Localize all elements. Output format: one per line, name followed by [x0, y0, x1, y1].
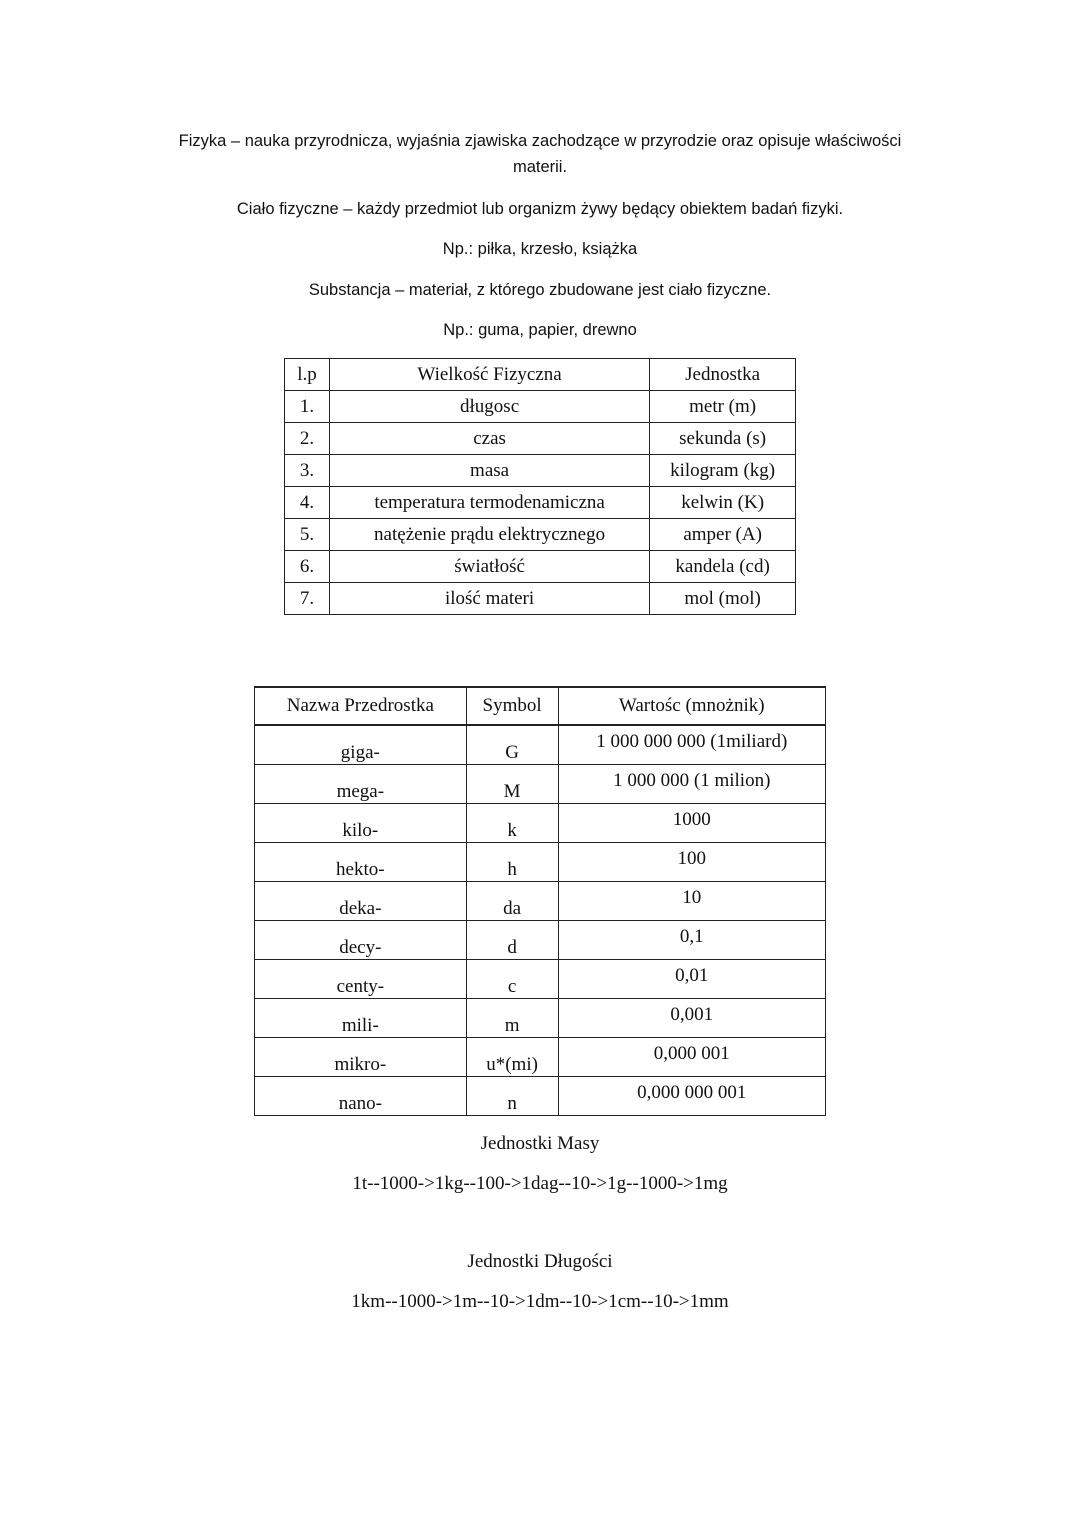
table-row — [285, 487, 796, 519]
table-row — [255, 921, 826, 960]
table-row — [285, 391, 796, 423]
table-cell: deka- — [255, 882, 467, 921]
table-cell: M — [466, 765, 558, 804]
table-cell: giga- — [255, 725, 467, 765]
table-header-row — [285, 359, 796, 391]
header-cell: Wartośc (mnożnik) — [558, 687, 825, 725]
cialo-example: Np.: piłka, krzesło, książka — [442, 240, 638, 258]
substancja-example: Np.: guma, papier, drewno — [443, 321, 637, 339]
table-cell: h — [466, 843, 558, 882]
table-row — [255, 843, 826, 882]
table-cell: masa — [329, 455, 649, 487]
table-row — [285, 423, 796, 455]
table-cell: 0,000 001 — [558, 1038, 825, 1077]
table-cell: światłość — [329, 551, 649, 583]
table-cell: sekunda (s) — [650, 423, 796, 455]
table-cell: m — [466, 999, 558, 1038]
definition-cialo: Ciało fizyczne – każdy przedmiot lub organizm żywy będący obiektem badań fizyki. — [236, 200, 844, 218]
table-row — [255, 765, 826, 804]
header-cell: Symbol — [466, 687, 558, 725]
table-cell: 4. — [285, 487, 330, 519]
table-cell: metr (m) — [650, 391, 796, 423]
table-cell: mol (mol) — [650, 583, 796, 615]
table-cell: 2. — [285, 423, 330, 455]
table-cell: c — [466, 960, 558, 999]
prefixes-table — [254, 686, 826, 1116]
header-cell: Wielkość Fizyczna — [329, 359, 649, 391]
table-cell: 6. — [285, 551, 330, 583]
table-row — [255, 882, 826, 921]
table-cell: natężenie prądu elektrycznego — [329, 519, 649, 551]
table-cell: 7. — [285, 583, 330, 615]
table-cell: u*(mi) — [466, 1038, 558, 1077]
table-row — [255, 960, 826, 999]
table-row — [285, 551, 796, 583]
table-cell: kelwin (K) — [650, 487, 796, 519]
table-cell: 0,01 — [558, 960, 825, 999]
definition-fizyka-line1: Fizyka – nauka przyrodnicza, wyjaśnia zjawiska zachodzące w przyrodzie oraz opisuje właściwości — [178, 132, 902, 150]
table-row — [255, 999, 826, 1038]
table-cell: czas — [329, 423, 649, 455]
table-cell: 0,000 000 001 — [558, 1077, 825, 1116]
table-row — [285, 583, 796, 615]
table-row — [285, 455, 796, 487]
table-cell: 5. — [285, 519, 330, 551]
table-cell: mega- — [255, 765, 467, 804]
table-cell: 0,001 — [558, 999, 825, 1038]
table-header-row — [255, 687, 826, 725]
table-cell: da — [466, 882, 558, 921]
length-units-chain: 1km--1000->1m--10->1dm--10->1cm--10->1mm — [351, 1291, 729, 1312]
definition-substancja: Substancja – materiał, z którego zbudowane jest ciało fizyczne. — [308, 281, 772, 299]
physical-quantities-table — [284, 358, 796, 615]
table-cell: decy- — [255, 921, 467, 960]
mass-units-chain: 1t--1000->1kg--100->1dag--10->1g--1000->1mg — [352, 1173, 728, 1194]
table-cell: 3. — [285, 455, 330, 487]
table-cell: nano- — [255, 1077, 467, 1116]
table-row — [285, 519, 796, 551]
table-cell: kandela (cd) — [650, 551, 796, 583]
table-cell: 1000 — [558, 804, 825, 843]
table-cell: temperatura termodenamiczna — [329, 487, 649, 519]
table-cell: kilo- — [255, 804, 467, 843]
table-row — [255, 804, 826, 843]
table-cell: 10 — [558, 882, 825, 921]
header-cell: Nazwa Przedrostka — [255, 687, 467, 725]
table-cell: 1. — [285, 391, 330, 423]
table-cell: 0,1 — [558, 921, 825, 960]
table-cell: kilogram (kg) — [650, 455, 796, 487]
header-cell: l.p — [285, 359, 330, 391]
length-units-title: Jednostki Długości — [467, 1251, 613, 1272]
definition-fizyka-line2: materii. — [512, 158, 568, 176]
table-cell: k — [466, 804, 558, 843]
table-cell: amper (A) — [650, 519, 796, 551]
table-cell: G — [466, 725, 558, 765]
table-cell: mili- — [255, 999, 467, 1038]
table-cell: 1 000 000 (1 milion) — [558, 765, 825, 804]
table-cell: 1 000 000 000 (1miliard) — [558, 725, 825, 765]
table-cell: n — [466, 1077, 558, 1116]
table-row — [255, 725, 826, 765]
mass-units-title: Jednostki Masy — [480, 1133, 600, 1154]
table-cell: długosc — [329, 391, 649, 423]
table-row — [255, 1077, 826, 1116]
header-cell: Jednostka — [650, 359, 796, 391]
table-cell: ilość materi — [329, 583, 649, 615]
table-row — [255, 1038, 826, 1077]
table-cell: hekto- — [255, 843, 467, 882]
table-cell: mikro- — [255, 1038, 467, 1077]
table-cell: d — [466, 921, 558, 960]
table-cell: 100 — [558, 843, 825, 882]
table-cell: centy- — [255, 960, 467, 999]
